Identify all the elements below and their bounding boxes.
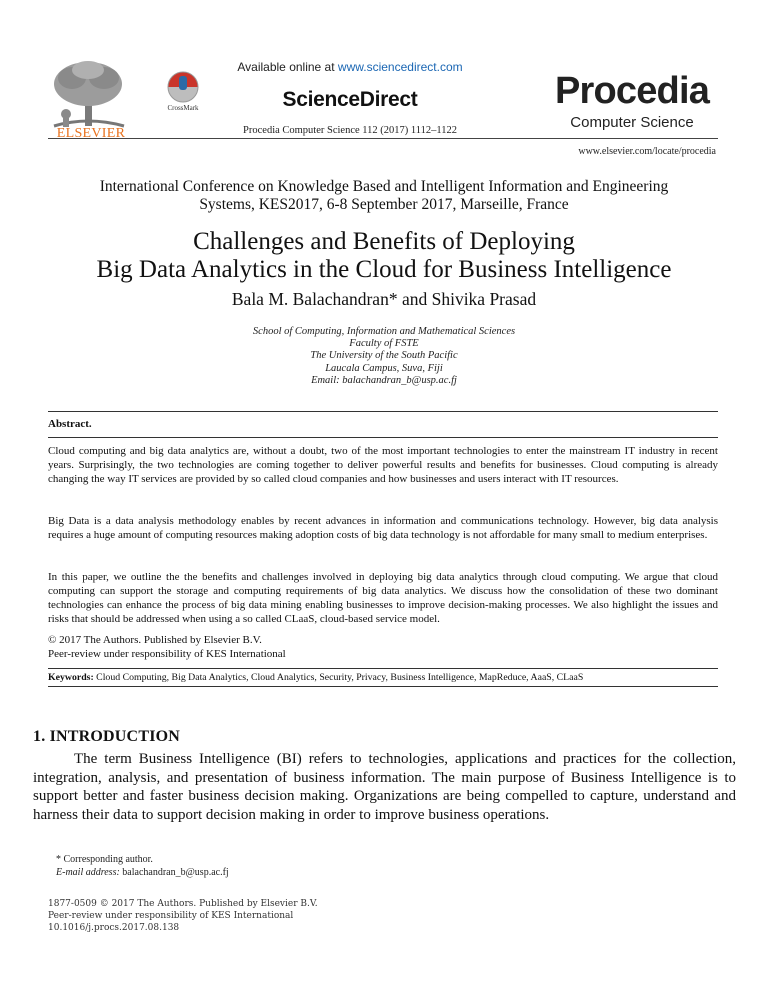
paper-title: [48, 228, 720, 284]
keywords: [48, 672, 728, 683]
journal-reference: Procedia Computer Science 112 (2017) 1112–1122: [243, 125, 457, 136]
crossmark-icon[interactable]: [164, 70, 202, 122]
elsevier-url[interactable]: www.elsevier.com/locate/procedia: [578, 146, 716, 157]
affiliation-line: School of Computing, Information and Mathematical Sciences: [252, 326, 516, 337]
sciencedirect-link[interactable]: www.sciencedirect.com: [337, 60, 463, 74]
available-prefix: Available online at: [237, 60, 338, 74]
footnote-email-line: [56, 867, 229, 880]
keywords-list: Cloud Computing, Big Data Analytics, Cloud Analytics, Security, Privacy, Business Intelligence, MapReduce, AaaS, CLaaS: [93, 672, 584, 683]
conference-name: [48, 178, 720, 214]
abstract-paragraph: Cloud computing and big data analytics are, without a doubt, two of the most important technologies to enter the mainstream IT industry in recent years. Surprisingly, the two technologies are coming together to deliver powerful results and benefits for businesses. Cloud computing is already changing the way IT services are provided by so called cloud companies and how businesses and users interact with IT resources.: [48, 445, 718, 486]
affiliation-line: Faculty of FSTE: [349, 338, 419, 350]
sciencedirect-logo: ScienceDirect: [282, 88, 418, 111]
email-label: E-mail address:: [56, 866, 120, 878]
abstract-paragraph: Big Data is a data analysis methodology enables by recent advances in information and communications technology. However, big data analysis requires a huge amount of computing resources making adoption costs of big data technology is not affordable for many small to medium enterprises.: [48, 515, 718, 542]
conference-line-2: Systems, KES2017, 6-8 September 2017, Marseille, France: [199, 196, 569, 213]
peer-review-footer: Peer-review under responsibility of KES International: [48, 910, 294, 921]
footnote: [56, 854, 229, 879]
doi[interactable]: 10.1016/j.procs.2017.08.138: [48, 922, 180, 933]
abstract-heading-rule: [48, 437, 718, 438]
copyright-line: © 2017 The Authors. Published by Elsevier B.V.: [48, 634, 262, 646]
peer-review-line: Peer-review under responsibility of KES International: [48, 648, 286, 660]
affiliation-line: The University of the South Pacific: [310, 350, 458, 362]
procedia-subtitle: Computer Science: [570, 114, 694, 131]
abstract-heading: Abstract.: [48, 418, 92, 430]
authors: Bala M. Balachandran* and Shivika Prasad: [231, 289, 537, 309]
copyright-block: [48, 633, 718, 661]
procedia-logo: Procedia: [554, 70, 710, 112]
affiliation: [48, 326, 720, 387]
email-address: balachandran_b@usp.ac.fj: [119, 866, 229, 878]
title-line-2: Big Data Analytics in the Cloud for Business Intelligence: [96, 256, 672, 283]
abstract-paragraph: In this paper, we outline the the benefits and challenges involved in deploying big data analytics through cloud computing. We argue that cloud computing can support the storage and computing requirements of big data analytics. We discuss how the consolidation of these two dominant technologies can enhance the process of big data mining enabling businesses to improve decision-making processes. We also highlight the issues and risks that should be addressed when using a so called CLaaS, cloud-based service model.: [48, 571, 718, 626]
keywords-label: Keywords:: [48, 672, 94, 683]
corresponding-author-note: * Corresponding author.: [56, 854, 153, 865]
conference-line-1: International Conference on Knowledge Based and Intelligent Information and Engineering: [99, 178, 669, 195]
affiliation-email: Email: balachandran_b@usp.ac.fj: [311, 374, 457, 386]
elsevier-wordmark: ELSEVIER: [56, 126, 126, 141]
title-line-1: Challenges and Benefits of Deploying: [193, 228, 575, 255]
header-divider: [48, 138, 718, 139]
introduction-paragraph: The term Business Intelligence (BI) refers to technologies, applications and practices for the collection, integration, analysis, and presentation of business information. The main purpose of Business Intelligence is to support better and faster business decision making. Organizations are being compelled to capture, understand and harness their data to support decision making in order to improve business operations.: [33, 751, 736, 823]
issn-line: 1877-0509 © 2017 The Authors. Published by Elsevier B.V.: [48, 899, 318, 909]
available-online: [220, 60, 480, 74]
abstract-top-rule: [48, 411, 718, 412]
keywords-top-rule: [48, 668, 718, 669]
affiliation-line: Laucala Campus, Suva, Fiji: [325, 362, 443, 374]
publication-info: [48, 899, 318, 934]
keywords-bottom-rule: [48, 686, 718, 687]
section-heading-introduction: 1. INTRODUCTION: [33, 728, 181, 745]
crossmark-label: CrossMark: [167, 104, 199, 112]
